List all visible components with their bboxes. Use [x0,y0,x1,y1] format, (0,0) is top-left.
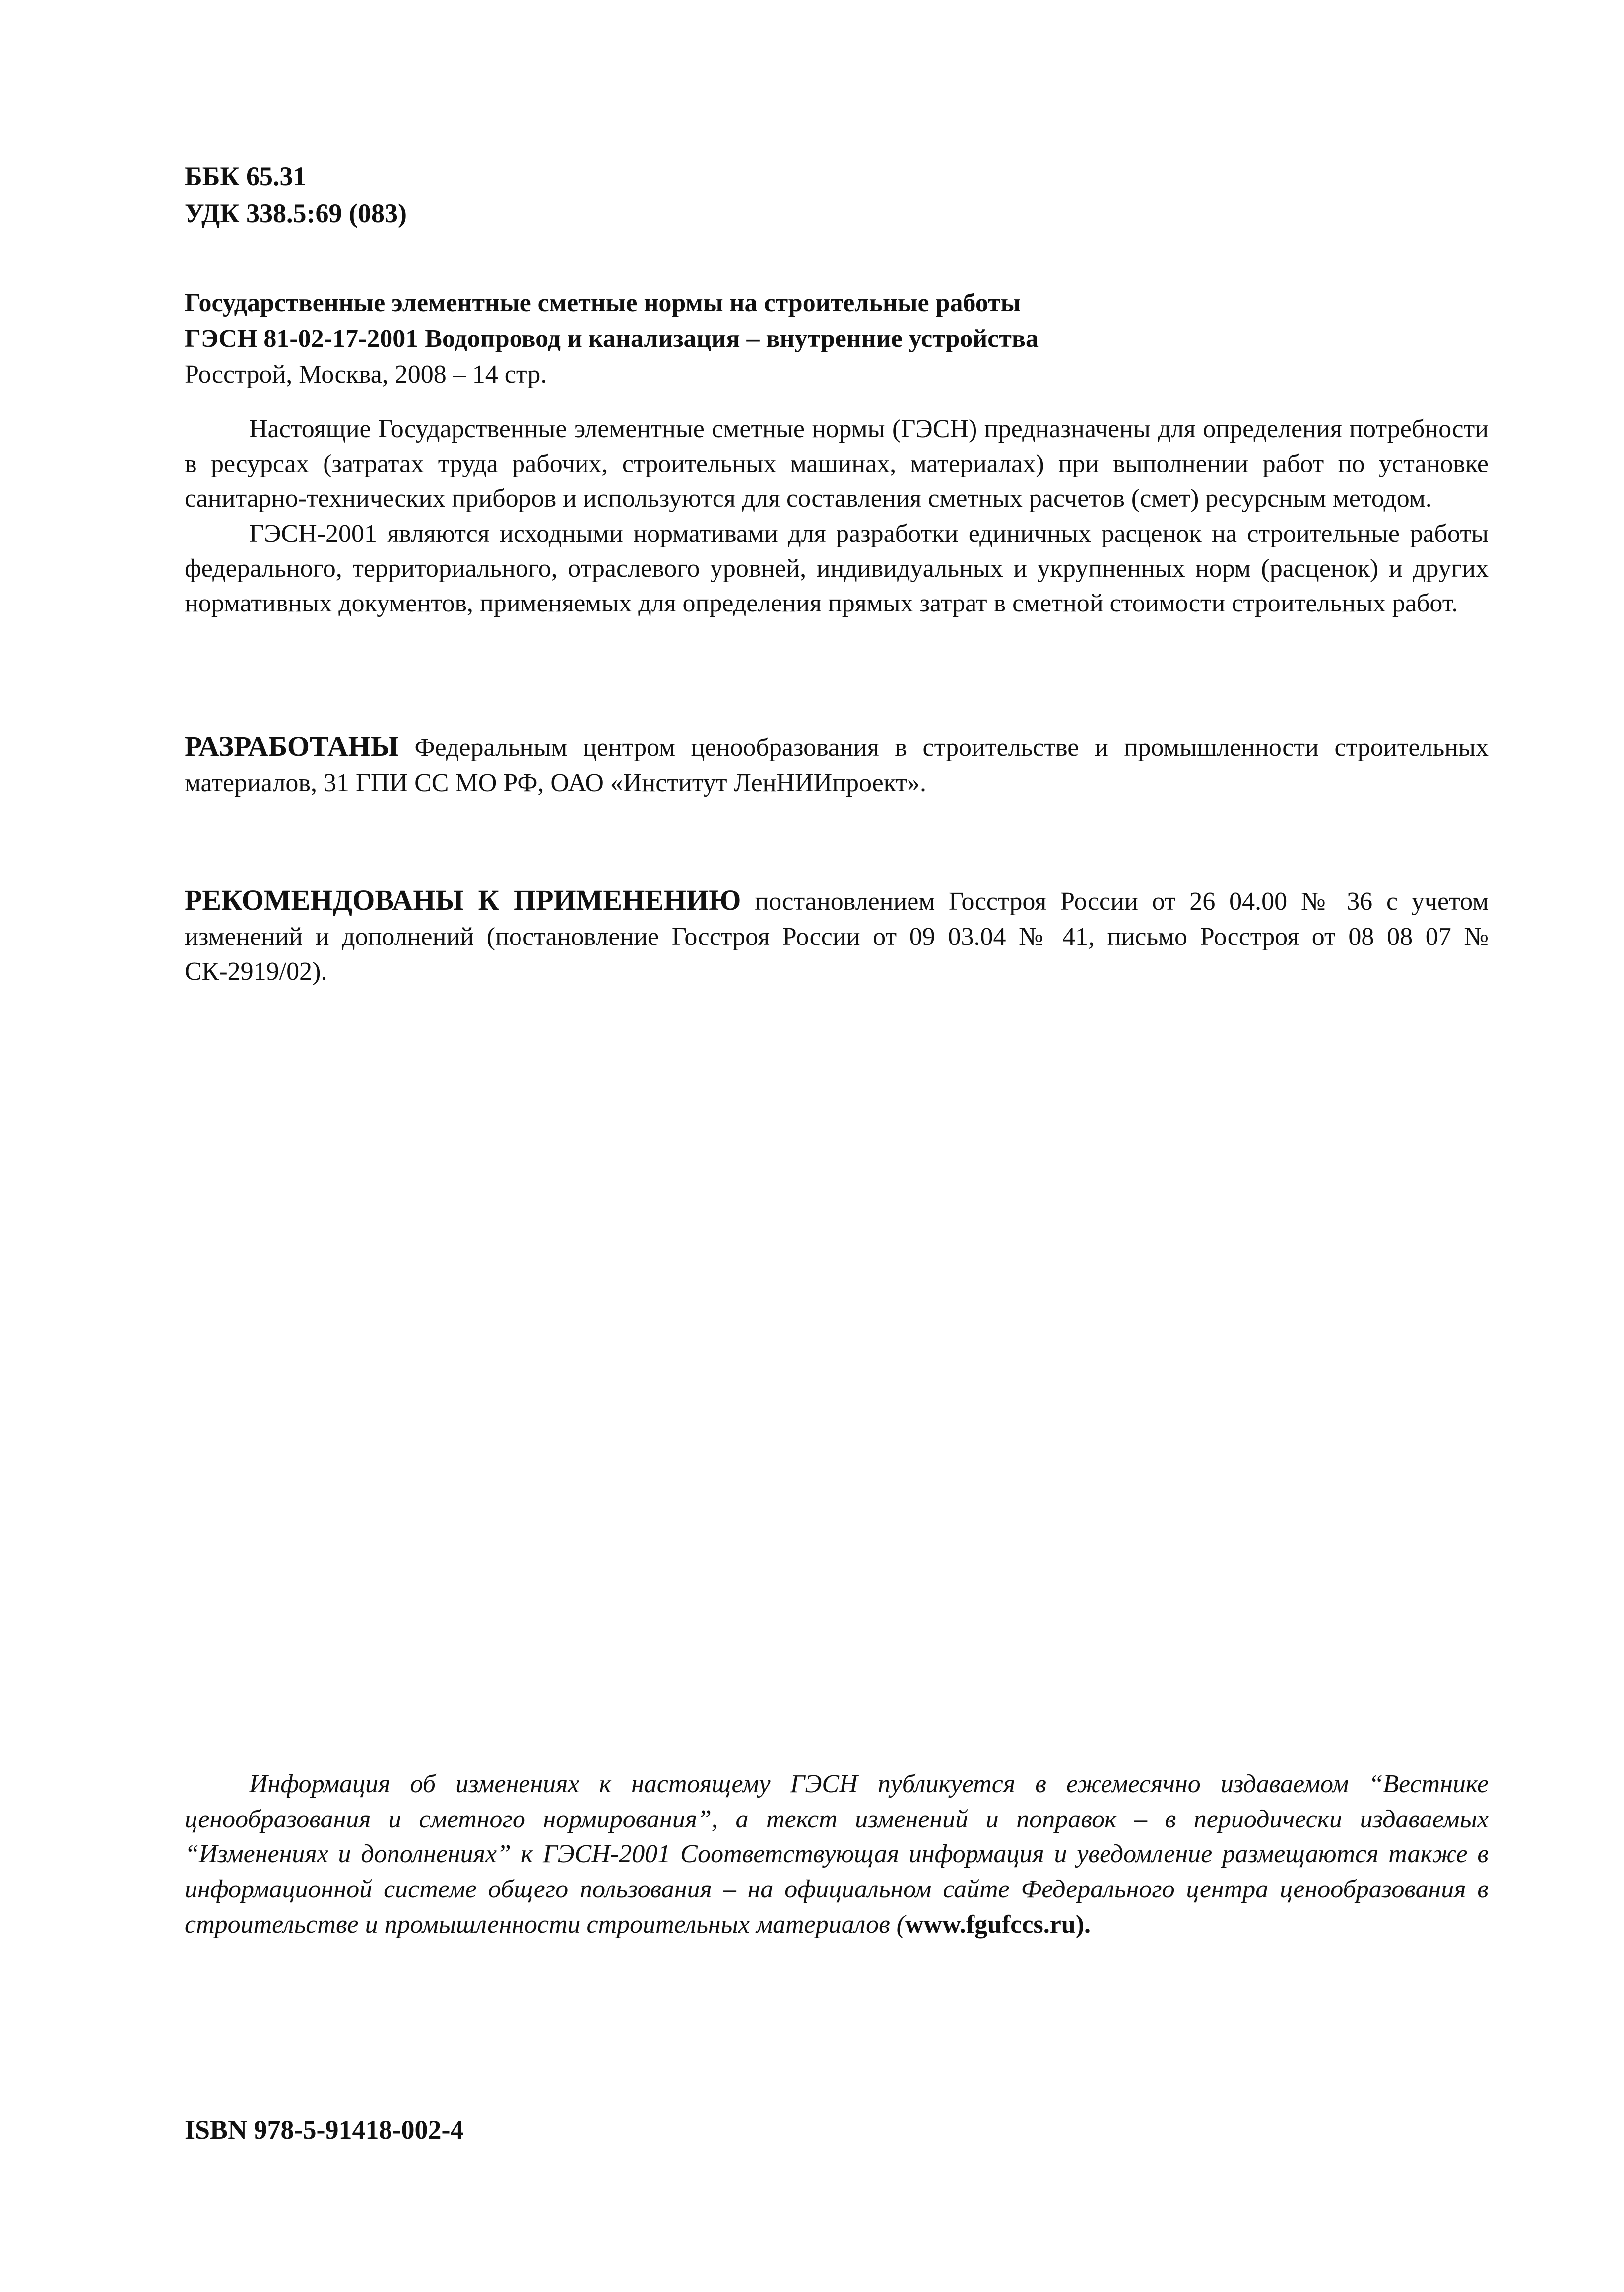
developed-by [185,727,1489,801]
title-line-2: ГЭСН 81-02-17-2001 Водопровод и канализация – внутренние устройства [185,324,1039,353]
abstract-paragraph-2: ГЭСН-2001 являются исходными нормативами для разработки единичных расценок на строительные работы федерального, территориального, отраслевого уровней, индивидуальных и укрупненных норм (расценок) и других нормативных документов, применяемых для определения прямых затрат в сметной стоимости строительных работ. [185,519,1489,617]
developed-paragraph [185,727,1489,801]
notice-paragraph [185,1767,1489,1943]
bibliographic-title [185,285,1489,392]
changes-notice [185,1767,1489,1943]
website-link[interactable]: www.fgufccs.ru). [905,1910,1091,1939]
abstract-paragraph-1: Настоящие Государственные элементные сметные нормы (ГЭСН) предназначены для определения потребности в ресурсах (затратах труда рабочих, строительных машинах, материалах) при выполнении работ по установке санитарно-технических приборов и используются для составления сметных расчетов (смет) ресурсным методом. [185,415,1489,513]
udk-code: УДК 338.5:69 (083) [185,198,407,228]
publisher-line: Росстрой, Москва, 2008 – 14 стр. [185,360,547,389]
abstract [185,412,1489,621]
notice-text: Информация об изменениях к настоящему ГЭСН публикуется в ежемесячно издаваемом “Вестнике ценообразования и сметного нормирования”, а текст изменений и поправок – в периодически издаваемых “Изменениях и дополнениях” к ГЭСН-2001 Соответствующая информация и уведомление размещаются также в информационной системе общего пользования – на официальном сайте Федерального центра ценообразования в строительстве и промышленности строительных материалов ( [185,1770,1489,1939]
recommended-text: постановлением Госстроя России от 26 04.00 № 36 с учетом изменений и дополнений (постановление Госстроя России от 09 03.04 № 41, письмо Росстроя от 08 08 07 № СК-2919/02). [185,887,1489,986]
recommended-paragraph [185,881,1489,990]
bbk-code: ББК 65.31 [185,161,307,191]
isbn: ISBN 978-5-91418-002-4 [185,2115,464,2145]
developed-text: Федеральным центром ценообразования в строительстве и промышленности строительных материалов, 31 ГПИ СС МО РФ, ОАО «Институт ЛенНИИпроект». [185,734,1489,798]
classification-codes [185,158,1489,232]
title-line-1: Государственные элементные сметные нормы на строительные работы [185,289,1021,317]
recommended-for-use [185,881,1489,990]
recommended-lead: РЕКОМЕНДОВАНЫ К ПРИМЕНЕНИЮ [185,884,741,916]
developed-lead: РАЗРАБОТАНЫ [185,730,399,762]
